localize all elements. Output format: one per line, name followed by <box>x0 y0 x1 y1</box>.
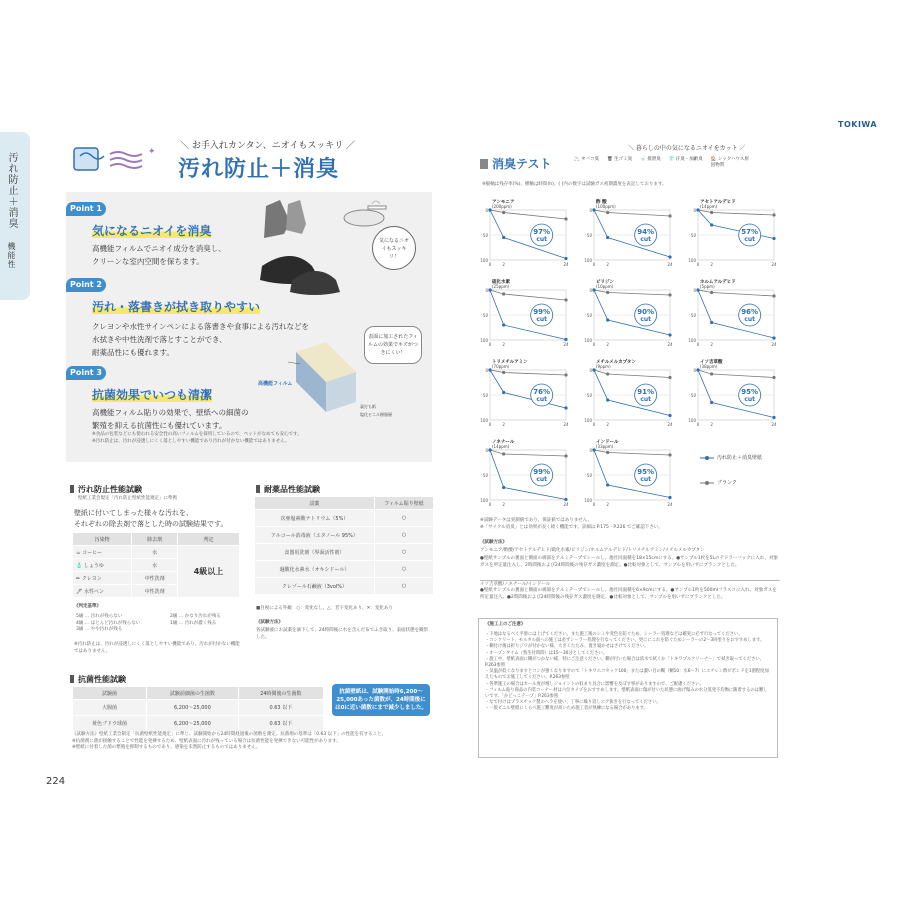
data-point <box>772 294 775 297</box>
y-tick-label: 50 <box>482 393 488 398</box>
cigarette-icon: 🚬 タバコ臭 <box>574 157 600 162</box>
x-tick-label: 2 <box>710 422 713 427</box>
y-tick-label: 50 <box>586 393 592 398</box>
data-point <box>668 376 671 379</box>
odor-method-title: 《試験方法》 <box>480 540 507 545</box>
panel-notes: ※食品の包装などにも使われる安全性の高いフィルムを採用しているので、ペットがなめても安心です。 ※汚れ防止は、汚れが浸透しにくく落としやすい機能であり汚れが付かない機能ではありません。 <box>92 432 302 444</box>
cut-word: cut <box>744 396 756 403</box>
x-tick-label: 0 <box>592 262 596 267</box>
x-tick-label: 24 <box>563 342 569 347</box>
y-tick-label: 0 <box>589 368 592 373</box>
data-point <box>488 448 491 451</box>
data-point <box>696 208 699 211</box>
y-tick-label: 0 <box>485 448 488 453</box>
table-row: クレゾール石鹸液（3vol%） ○ <box>255 578 434 595</box>
data-point <box>668 293 671 296</box>
x-tick-label: 0 <box>488 342 492 347</box>
y-tick-label: 50 <box>586 473 592 478</box>
point-badge-3: Point 3 <box>66 366 106 380</box>
y-tick-label: 0 <box>485 368 488 373</box>
cut-word: cut <box>536 236 548 243</box>
chart-concentration: (14ppm) <box>492 444 510 449</box>
data-point <box>772 416 775 419</box>
legend-blank: ブランク <box>700 479 780 486</box>
data-point <box>710 372 713 375</box>
criteria-list-b: 2級 … かなり汚れが残る 1級 … 汚れが濃く残る <box>170 614 221 626</box>
criteria-title: 《判定基準》 <box>74 604 101 609</box>
brand-logo: TOKIWA <box>838 120 878 129</box>
data-point <box>502 236 505 239</box>
x-tick-label: 2 <box>710 262 713 267</box>
point-body-1: 高機能フィルムでニオイ成分を消臭し、 クリーンな室内空間を保ちます。 <box>92 244 226 266</box>
data-point <box>502 452 505 455</box>
cut-percent: 95% <box>637 468 655 476</box>
chart-concentration: (200ppm) <box>492 204 512 209</box>
data-point <box>488 208 491 211</box>
data-point <box>710 321 713 324</box>
x-tick-label: 0 <box>696 422 700 427</box>
data-point <box>606 483 609 486</box>
x-tick-label: 24 <box>667 262 673 267</box>
table-row: 黄色ブドウ球菌 6,200〜25,000 0.63 以下 <box>73 716 324 732</box>
speech-bubble: 気になるニオイもスッキリ！ <box>372 226 416 270</box>
film-label: 高機能フィルム <box>258 381 293 387</box>
y-tick-label: 0 <box>589 208 592 213</box>
caution-list: ・下地はなるべく平滑には上げてください。また施工後のシミや変色を防ぐため、シーラー処理などは確実に必ず行なってください。 ・コンクリート、モルタル面への施工は必ずシーラー処理を行なってください。更ににこれを防ぐためシーラーの2〜3回塗りをおすすめします。 ・糊付け後は折りジワが付かない様、大きくたたみ、置き寝かせはさけてください。 ・オープンタイム（熟生付時間）は15〜30分としてください。 ・施工中、壁紙表面に糊がつかない様、特にご注意ください。糊が付いた場合は清水で拭くか「トキワプルクリーナー」で拭き取ってください。P.263参照 ・気温が低くなりますとコンが強くなりますので「トキワエコタック100」または濃い目の糊（糊10：水6〜7）にエチレン酢ビポンドを1割程度加えたものでお施工してください。P.263参照 ・各準施工の場合はカール度が増しジョイントの収まり具合に影響を及ぼす事がありますので、ご配慮ください。 ・フィルム貼り商品の内装コーナー材は六位タイプをおすすめします。壁紙表面に傷が付いた状態に曲げ傷みの水分蒸発不均衡に随着するのは難しいです。「かどっこテープ」P.263参照 ・なで付けはプラスチック製のヘラを使い、丁寧に繰り返しエア抜きを行なってください。 ・一般ビニル壁紙にくらべ施工難度が高いため施工者が熟練になる場合があります。 <box>485 632 769 712</box>
data-point <box>668 255 671 258</box>
table-row: 大腸菌 6,200〜25,000 0.63 以下 <box>73 700 324 716</box>
y-tick-label: 100 <box>688 338 696 343</box>
chart-concentration: (9ppm) <box>596 364 611 369</box>
chart-title: トリメチルアミン <box>492 360 528 365</box>
cut-percent: 99% <box>533 308 551 316</box>
cut-word: cut <box>536 476 548 483</box>
x-tick-label: 2 <box>710 342 713 347</box>
table-row: ✏ クレヨン 中性洗剤 <box>73 572 240 585</box>
odor-method-text: ●壁紙サンプルの裏面と側面の端部をアルミテープでシールし、他社同面積を18×15cmにする。●サンプル1枚を5Lのテドラーバックに入れ、対象ガスを所定量注入し、2時間後および24時間後の残存ガス濃度を測定。●比較対象として、サンプルを用いずにブランクとした。 <box>480 556 779 568</box>
data-point <box>668 214 671 217</box>
ashtray-illustration <box>342 200 388 230</box>
data-point <box>606 398 609 401</box>
y-tick-label: 0 <box>589 448 592 453</box>
chart-title: 酢 酸 <box>596 200 607 205</box>
layer-label-2: 塩化ビニル樹脂層 <box>360 412 392 417</box>
y-tick-label: 50 <box>690 233 696 238</box>
y-tick-label: 50 <box>586 233 592 238</box>
chart-title: ホルムアルデヒド <box>700 280 736 285</box>
data-point <box>564 298 567 301</box>
x-tick-label: 0 <box>488 422 492 427</box>
chem-test-title: 耐薬品性能試験 <box>256 484 320 495</box>
house-icon: 🏠 シックハウス原因物質 <box>710 157 749 168</box>
chart-title: インドール <box>596 440 619 445</box>
points-panel <box>66 192 432 462</box>
x-tick-label: 0 <box>696 262 700 267</box>
cut-percent: 96% <box>741 308 759 316</box>
stain-test-title: 汚れ防止性能試験 <box>70 484 142 495</box>
x-tick-label: 0 <box>592 502 596 507</box>
cut-percent: 99% <box>533 468 551 476</box>
data-point <box>710 401 713 404</box>
trash-icon: 🗑 生ゴミ臭 <box>607 157 633 162</box>
data-point <box>606 291 609 294</box>
cut-percent: 57% <box>741 228 759 236</box>
toilet-icon: 🚽 排泄臭 <box>640 157 661 162</box>
x-tick-label: 2 <box>502 262 505 267</box>
data-point <box>710 223 713 226</box>
x-tick-label: 24 <box>667 342 673 347</box>
cut-word: cut <box>744 316 756 323</box>
data-point <box>696 368 699 371</box>
film-layers-illustration <box>286 342 366 412</box>
cut-percent: 94% <box>637 228 655 236</box>
caution-title: 《施工上のご注意》 <box>485 622 526 627</box>
cut-percent: 97% <box>533 228 551 236</box>
data-point <box>488 288 491 291</box>
y-tick-label: 100 <box>480 338 488 343</box>
point-body-2: クレヨンや水性サインペンによる落書きや食事による汚れなどを 水拭きや中性洗剤で落とすことができ、 耐薬品性にも優れます。 <box>92 322 309 357</box>
stain-result: 4級以上 <box>178 546 240 598</box>
x-tick-label: 2 <box>606 262 609 267</box>
x-tick-label: 2 <box>606 502 609 507</box>
y-tick-label: 50 <box>586 313 592 318</box>
y-tick-label: 0 <box>693 208 696 213</box>
stain-test-std: 壁紙工業会規定「汚れ防止壁紙性能規定」に準拠 <box>78 496 177 501</box>
data-point <box>564 217 567 220</box>
data-point <box>592 368 595 371</box>
cut-percent: 95% <box>741 388 759 396</box>
cut-percent: 76% <box>533 388 551 396</box>
chart-concentration: (100ppm) <box>596 204 616 209</box>
x-tick-label: 24 <box>563 502 569 507</box>
antibac-table: 試験菌 試験前細菌の生菌数 24時間後の生菌数 大腸菌 6,200〜25,000 0.63 以下 黄色ブドウ球菌 6,200〜25,000 0.63 以下 <box>72 686 324 732</box>
film-note: 表面に加工されたフィルムの効果でキズがつきにくい！ <box>364 326 422 364</box>
point-heading-1: 気になるニオイを消臭 <box>92 224 212 238</box>
data-point <box>606 318 609 321</box>
caution-box <box>478 618 778 758</box>
svg-text:✦: ✦ <box>148 147 156 157</box>
odor-notes-bottom: ※試験データは実測値であり、保証値ではありません。 ※「サイクル消臭」とは効果が長く続く機能です。詳細は P.175・P.226 でご確認下さい。 <box>480 518 663 530</box>
odor-note-top: ※縦軸は残存率(%)、横軸は時間(h)、( )内の数字は試験ガス初期濃度を表記しております。 <box>482 182 667 187</box>
y-tick-label: 100 <box>480 498 488 503</box>
cut-word: cut <box>640 476 652 483</box>
x-tick-label: 2 <box>502 342 505 347</box>
y-tick-label: 100 <box>584 498 592 503</box>
y-tick-label: 0 <box>485 288 488 293</box>
x-tick-label: 2 <box>606 422 609 427</box>
cut-word: cut <box>744 236 756 243</box>
table-row: 次亜塩素酸ナトリウム（5%） ○ <box>255 510 434 527</box>
x-tick-label: 24 <box>563 262 569 267</box>
data-point <box>696 288 699 291</box>
data-point <box>502 211 505 214</box>
data-point <box>710 291 713 294</box>
cleaning-icon <box>70 142 160 178</box>
odor-method-gases: アンモニア/酢酸/アセトアルデヒド/硫化水素/ピリジン/ホルムアルデヒド/トリメチルアミン/メチルメルカプタン <box>480 548 705 553</box>
y-tick-label: 50 <box>482 233 488 238</box>
page-number: 224 <box>46 776 66 787</box>
x-tick-label: 24 <box>771 262 777 267</box>
y-tick-label: 100 <box>480 418 488 423</box>
layer-label-1: 裏打ち紙 <box>360 404 376 409</box>
cut-word: cut <box>640 236 652 243</box>
data-point <box>564 373 567 376</box>
data-point <box>592 208 595 211</box>
y-tick-label: 100 <box>584 338 592 343</box>
y-tick-label: 0 <box>693 368 696 373</box>
point-badge-1: Point 1 <box>66 202 106 216</box>
y-tick-label: 50 <box>482 473 488 478</box>
chart-concentration: (10ppm) <box>596 284 614 289</box>
point-badge-2: Point 2 <box>66 278 106 292</box>
antibac-title: 抗菌性能試験 <box>70 674 126 685</box>
data-point <box>564 498 567 501</box>
antibac-callout: 抗菌壁紙は、試験開始時6,200〜25,000あった菌数が、24時間後には0に近い菌数にまで減少しました。 <box>332 684 430 716</box>
data-point <box>668 414 671 417</box>
point-heading-2: 汚れ・落書きが拭き取りやすい <box>92 300 261 314</box>
chart-title: ピリジン <box>596 280 614 285</box>
data-point <box>668 496 671 499</box>
data-point <box>502 292 505 295</box>
table-row: 食器用洗剤（界面活性剤） ○ <box>255 544 434 561</box>
chart-title: 硫化水素 <box>492 280 510 285</box>
data-point <box>564 454 567 457</box>
odor-test-title: 消臭テスト <box>480 155 552 172</box>
x-tick-label: 2 <box>606 342 609 347</box>
stain-note: ※汚れ防止は、汚れが浸透しにくく落としやすい機能であり、汚れが付かない機能ではありません。 <box>74 642 240 654</box>
chart-concentration: (38ppm) <box>700 364 718 369</box>
x-tick-label: 24 <box>771 342 777 347</box>
chart-concentration: (25ppm) <box>492 284 510 289</box>
point-heading-3: 抗菌効果でいつも清潔 <box>92 388 213 402</box>
cut-word: cut <box>536 316 548 323</box>
odor-method-gases2: イソ吉草酸/ノネナール/インドール <box>480 580 780 589</box>
table-row: 🧴 しょうゆ 水 <box>73 559 240 572</box>
data-point <box>488 368 491 371</box>
odor-top-caption: ＼ 暮らしの中の気になるニオイをカット ／ <box>628 145 746 152</box>
data-point <box>606 372 609 375</box>
chem-table: 試薬 フィルム貼り壁紙 次亜塩素酸ナトリウム（5%） ○ アルコール消毒液（エタノール 95%） ○ 食器用洗剤（界面活性剤） ○ 過酸化水素水（オキシドール） ○ クレゾール石鹸液（3vol%） ○ <box>254 496 434 595</box>
side-tab-sub: 機能性 <box>7 242 16 269</box>
point-body-3: 高機能フィルム貼りの効果で、壁紙への細菌の 繁殖を抑える抗菌性にも優れています。 <box>92 408 249 430</box>
data-point <box>606 451 609 454</box>
chem-legend: ■目視による外観 ○：変化なし、△：若干変化あり、✕：変化あり <box>256 606 393 611</box>
x-tick-label: 24 <box>667 502 673 507</box>
data-point <box>502 371 505 374</box>
side-tab-category: 汚れ防止＋消臭 <box>6 152 17 229</box>
table-row: 🖊 水性ペン 中性洗剤 <box>73 585 240 598</box>
chart-title: アンモニア <box>492 200 515 205</box>
stain-test-desc: 壁紙に付いてしまった様々な汚れを、 それぞれの除去剤で落とした時の試験結果です。 <box>74 509 228 528</box>
chart-title: アセトアルデヒド <box>700 200 736 205</box>
chart-concentration: (70ppm) <box>492 364 510 369</box>
x-tick-label: 0 <box>696 342 700 347</box>
data-point <box>772 376 775 379</box>
y-tick-label: 50 <box>690 393 696 398</box>
chart-concentration: (5ppm) <box>700 284 715 289</box>
data-point <box>592 448 595 451</box>
side-category-tab[interactable] <box>0 132 30 300</box>
y-tick-label: 0 <box>693 288 696 293</box>
y-tick-label: 50 <box>482 313 488 318</box>
table-row: 過酸化水素水（オキシドール） ○ <box>255 561 434 578</box>
x-tick-label: 24 <box>563 422 569 427</box>
y-tick-label: 100 <box>688 418 696 423</box>
y-tick-label: 100 <box>688 258 696 263</box>
data-point <box>592 288 595 291</box>
x-tick-label: 0 <box>488 502 492 507</box>
cut-percent: 90% <box>637 308 655 316</box>
x-tick-label: 0 <box>592 422 596 427</box>
y-tick-label: 100 <box>480 258 488 263</box>
data-point <box>564 406 567 409</box>
x-tick-label: 24 <box>771 422 777 427</box>
x-tick-label: 0 <box>592 342 596 347</box>
data-point <box>564 257 567 260</box>
x-tick-label: 2 <box>502 422 505 427</box>
cut-word: cut <box>536 396 548 403</box>
y-tick-label: 0 <box>485 208 488 213</box>
chart-title: ノネナール <box>492 440 515 445</box>
data-point <box>772 336 775 339</box>
odor-method-text2: ●壁紙サンプルの裏面と側面の端部をアルミテープでシールし、他社同面積を6×9cmにする。●サンプル1枚を500mlフラスコに入れ、対象ガスを所定量注入。●2時間後および24時間後の残存ガス濃度を測定。●比較対象として、サンプルを用いずにブランクとした。 <box>480 588 777 600</box>
odor-icon-row <box>574 156 751 168</box>
data-point <box>502 486 505 489</box>
shoes-socks-illustration <box>252 196 342 306</box>
data-point <box>772 213 775 216</box>
cut-word: cut <box>640 396 652 403</box>
x-tick-label: 2 <box>502 502 505 507</box>
cut-percent: 91% <box>637 388 655 396</box>
chart-title: メチルメルカプタン <box>596 360 636 365</box>
data-point <box>502 391 505 394</box>
data-point <box>606 211 609 214</box>
chart-legend <box>700 454 780 486</box>
chart-concentration: (33ppm) <box>596 444 614 449</box>
y-tick-label: 100 <box>584 418 592 423</box>
cut-word: cut <box>640 316 652 323</box>
page-title: 汚れ防止＋消臭 <box>178 157 340 182</box>
data-point <box>502 323 505 326</box>
legend-film: 汚れ防止＋消臭壁紙 <box>700 454 780 461</box>
x-tick-label: 0 <box>488 262 492 267</box>
chart-concentration: (14ppm) <box>700 204 718 209</box>
data-point <box>710 211 713 214</box>
data-point <box>564 338 567 341</box>
antibac-notes: 《試験方法》壁紙工業会制定「抗菌壁紙性能規定」に準じ、試験開始から24時間経過後の菌数を測定。抗菌剤の基準は「0.63 以下」の性能を有すること。 ※抗菌剤に菌が接触することで性能を発揮するため、壁紙表面に汚れが残っている場合は抗菌性能を発揮できない可能性があります。 ※壁紙に付着した菌の繁殖を抑制するものであり、感染を未然防止するものではありません。 <box>72 732 387 750</box>
tagline: ＼ お手入れカンタン、ニオイもスッキリ ／ <box>180 141 356 151</box>
y-tick-label: 100 <box>584 258 592 263</box>
data-point <box>606 236 609 239</box>
criteria-list-a: 5級 … 汚れが残らない 4級 … ほとんど汚れが残らない 3級 … やや汚れが残る <box>76 614 141 632</box>
chem-method-title: 《試験方法》 <box>256 620 283 625</box>
shirt-icon: 👕 汗臭・加齢臭 <box>668 157 703 162</box>
data-point <box>668 333 671 336</box>
stain-table: 汚染物 除去剤 判定 ☕ コーヒー 水 4級以上 🧴 しょうゆ 水 ✏ クレヨン 中性洗剤 🖊 水性ペン 中性洗剤 <box>72 532 240 598</box>
table-row: ☕ コーヒー 水 4級以上 <box>73 546 240 559</box>
y-tick-label: 50 <box>690 313 696 318</box>
x-tick-label: 24 <box>667 422 673 427</box>
data-point <box>668 453 671 456</box>
data-point <box>772 237 775 240</box>
chart-title: イソ吉草酸 <box>700 360 723 365</box>
table-row: アルコール消毒液（エタノール 95%） ○ <box>255 527 434 544</box>
y-tick-label: 0 <box>589 288 592 293</box>
chem-method: 各試験液にお試薬を滴下して、24時間後に水を含んだ布でふき取り、表面状態を観察した。 <box>256 628 429 640</box>
